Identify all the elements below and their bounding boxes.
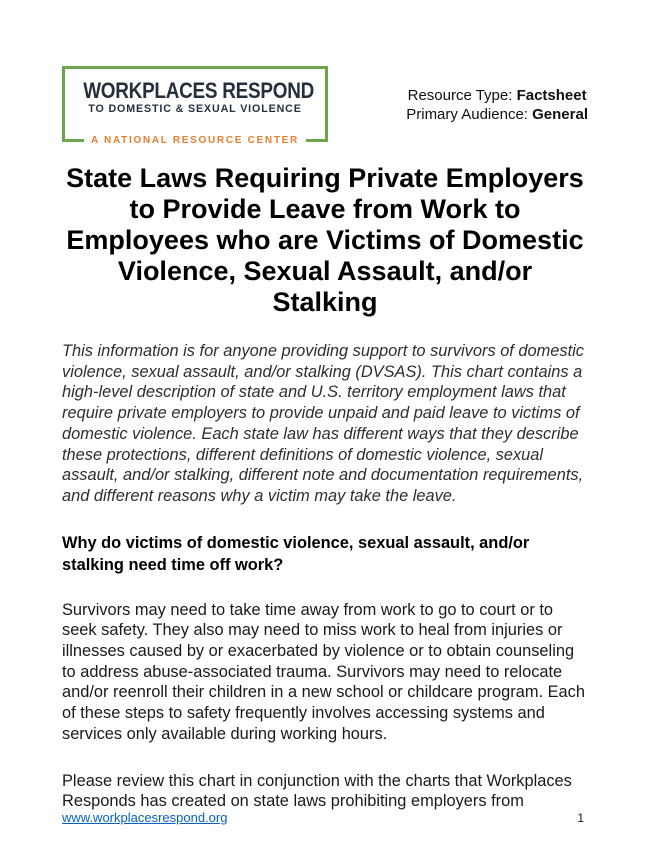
primary-audience-line [406,105,588,124]
page-title [62,163,588,318]
section-heading: Why do victims of domestic violence, sexual assault, and/or stalking need time off work? [62,533,530,574]
resource-meta [406,66,588,124]
resource-type-line [406,86,588,105]
page-footer [62,810,584,825]
title-line: State Laws Requiring Private Employers [66,163,584,193]
resource-type-value: Factsheet [516,87,587,104]
title-line: to Provide Leave from Work to [129,194,521,224]
footer-website-link[interactable]: www.workplacesrespond.org [62,810,228,825]
logo-subtitle: TO DOMESTIC & SEXUAL VIOLENCE [88,103,302,115]
page-number: 1 [577,811,584,825]
primary-audience-label: Primary Audience: [406,106,533,123]
intro-paragraph: This information is for anyone providing support to survivors of domestic violence, sexual assault, and/or stalking (DVSAS). This chart contains a high-level description of state and U.S. territory employment laws that require private employers to provide unpaid and paid leave to victims of domestic violence. Each state law has different ways that they describe these protections, different definitions of domestic violence, sexual assault, and/or stalking, different note and documentation requirements, and different reasons why a victim may take the leave. [62,342,585,505]
resource-type-label: Resource Type: [407,87,517,104]
workplaces-respond-logo [62,66,328,146]
title-line: Stalking [272,287,378,317]
body-paragraph-1: Survivors may need to take time away from work to go to court or to seek safety. They also may need to miss work to heal from injuries or illnesses caused by or exacerbated by violence or to obtain counseling to address abuse-associated trauma. Survivors may need to relocate and/or reenroll their children in a new school or childcare program. Each of these steps to safety frequently involves accessing systems and services only available during working hours. [62,600,585,743]
page-header [62,66,588,146]
title-line: Violence, Sexual Assault, and/or [117,256,533,286]
body-paragraph-2: Please review this chart in conjunction with the charts that Workplaces Responds has created on state laws prohibiting employers from [62,771,572,811]
logo-title: WORKPLACES RESPOND [83,78,315,103]
primary-audience-value: General [532,106,588,123]
logo-banner [62,132,328,147]
title-line: Employees who are Victims of Domestic [66,225,584,255]
logo-banner-text: A NATIONAL RESOURCE CENTER [84,134,306,147]
